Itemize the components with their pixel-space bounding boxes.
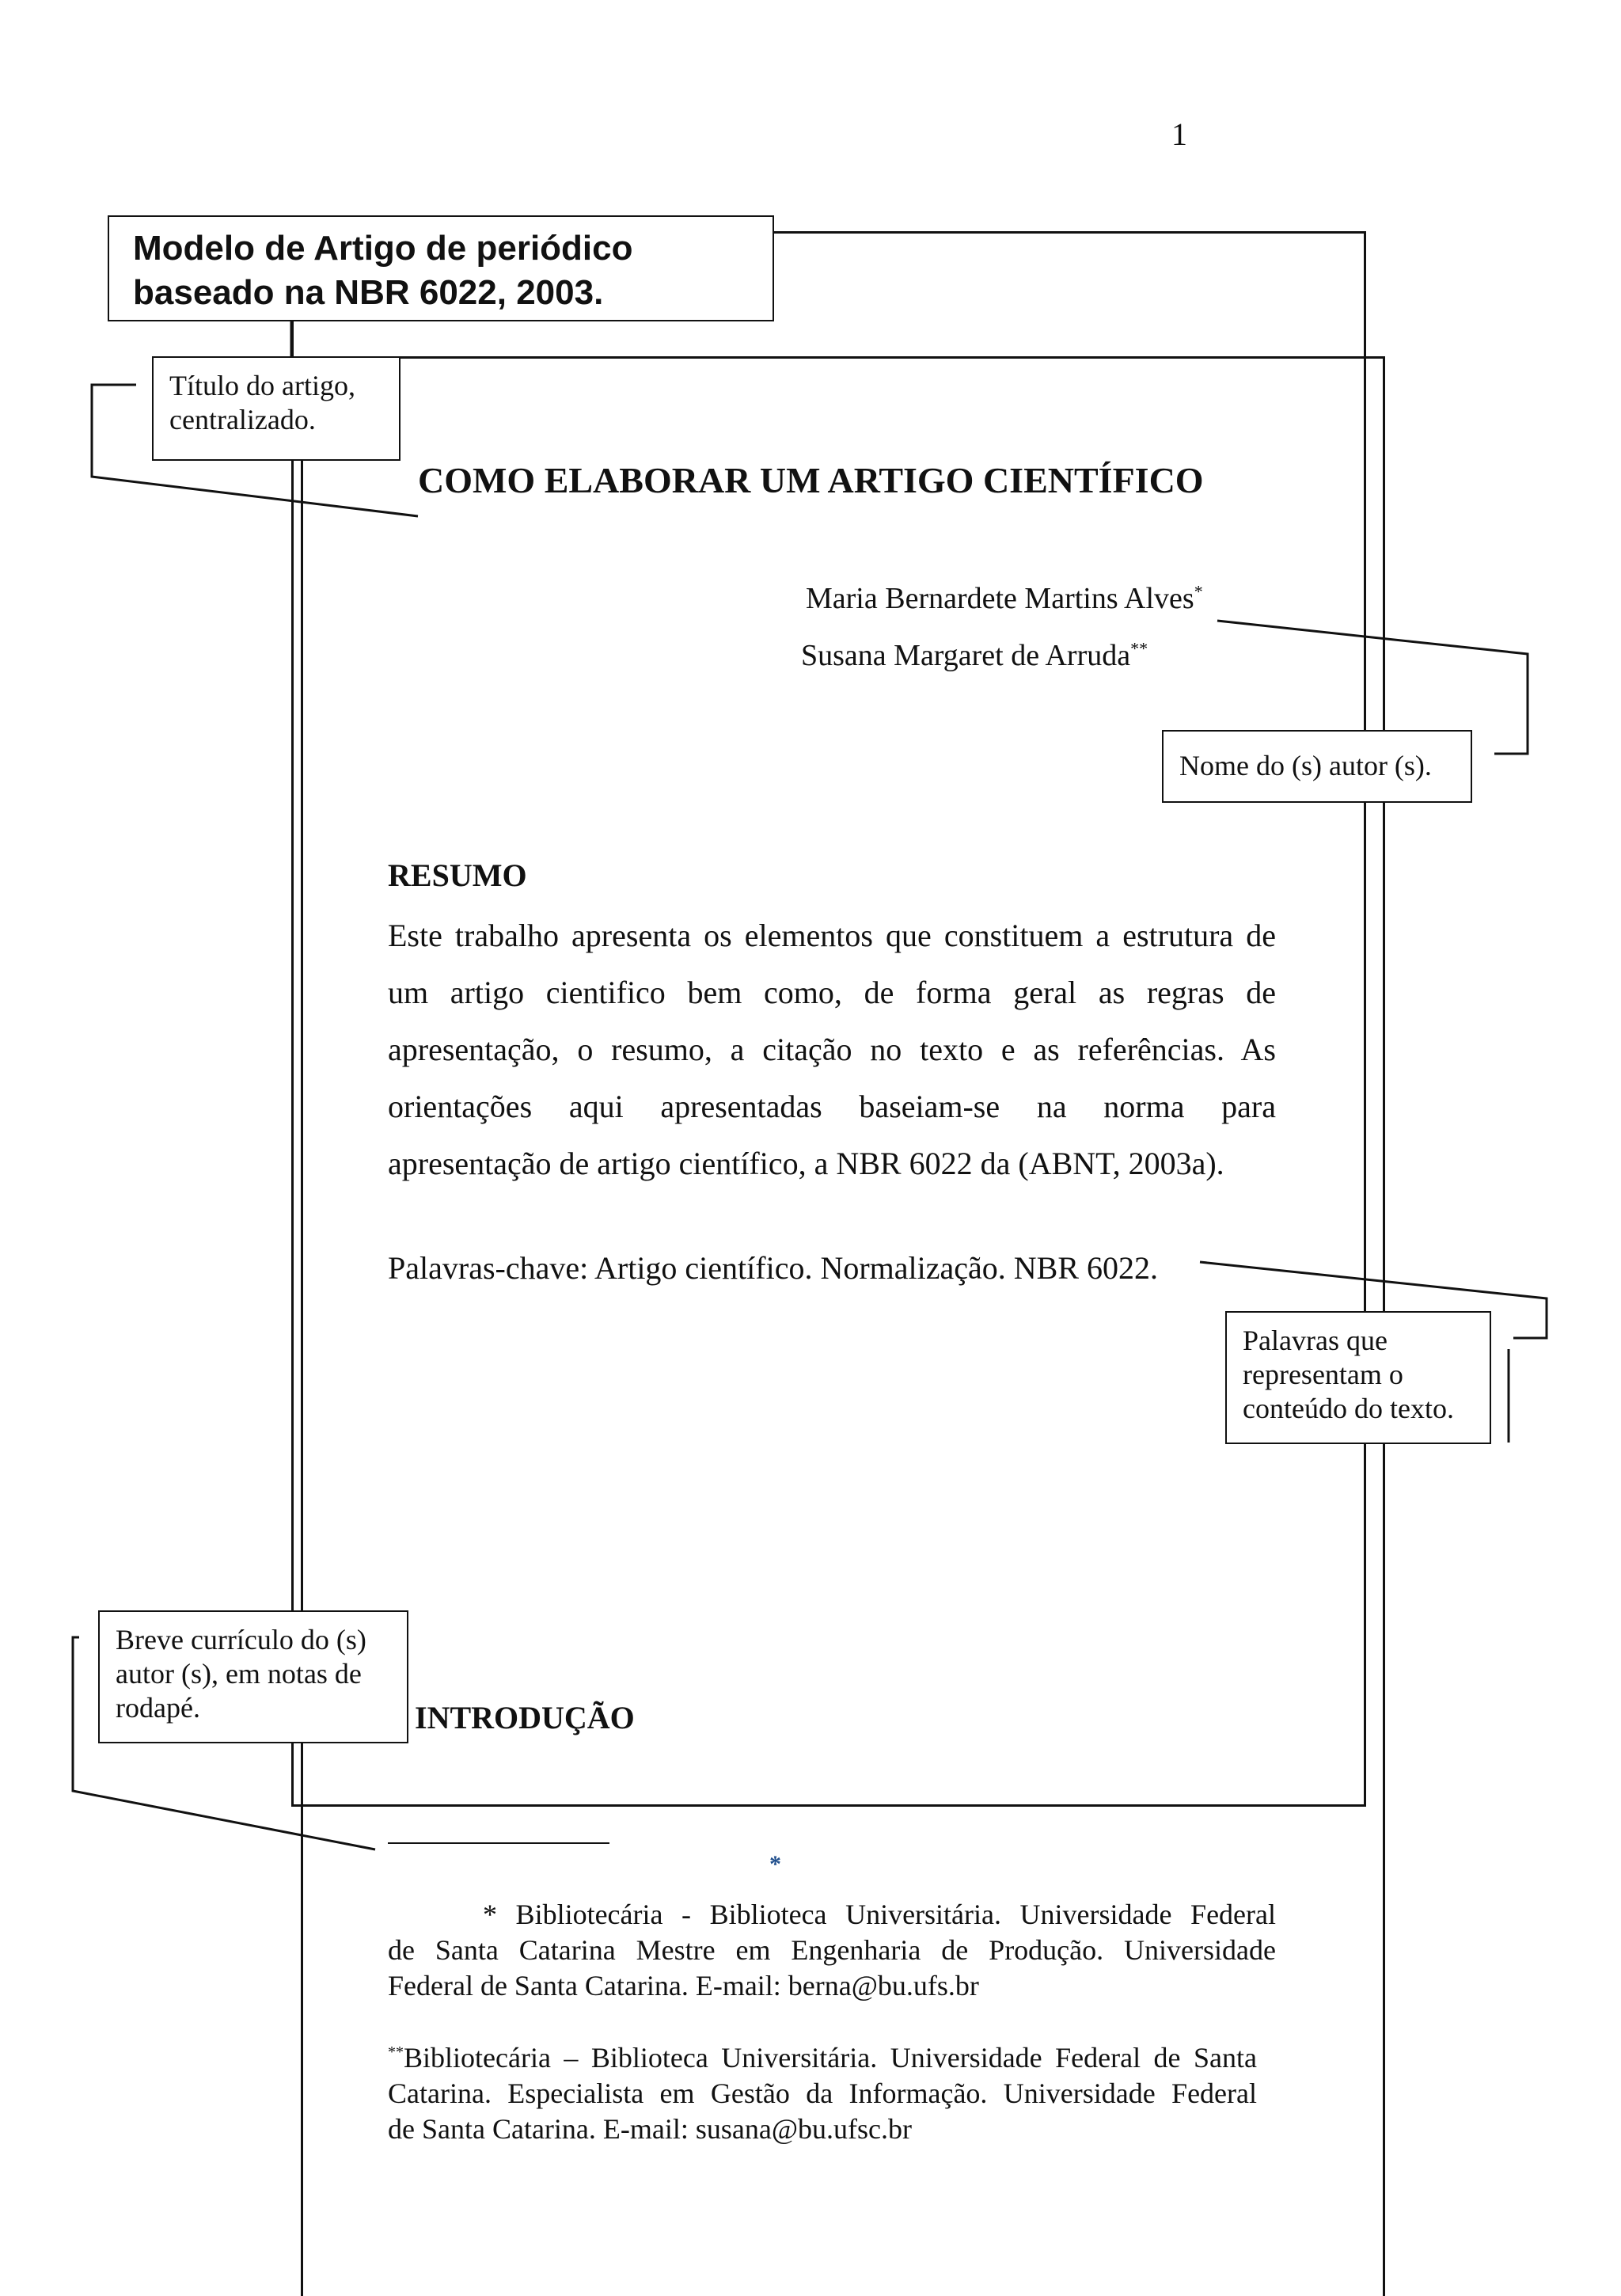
model-label-box [108,215,774,321]
keywords-callout-line1: Palavras que [1243,1325,1388,1356]
author-1-mark: * [1194,581,1203,602]
abstract-heading: RESUMO [388,857,527,893]
author-1 [806,581,1203,616]
footnote-2-line [388,2035,1257,2076]
page-number: 1 [1171,116,1187,152]
abstract-body [388,907,1276,1192]
author-1-name: Maria Bernardete Martins Alves [806,582,1194,615]
bio-callout-line3: rodapé. [116,1692,200,1724]
author-2-mark: ** [1130,638,1148,659]
keywords-callout-line3: conteúdo do texto. [1243,1393,1454,1424]
author-2 [801,638,1148,673]
footnote-2-line: Catarina. Especialista em Gestão da Informação. Universidade Federal [388,2077,1257,2109]
footnote-2-mark: ** [388,2043,404,2061]
footnote-marker: * [769,1851,781,1877]
model-label-line2: baseado na NBR 6022, 2003. [133,273,604,312]
keywords-callout [1225,1311,1491,1444]
footnote-1-line: de Santa Catarina Mestre em Engenharia de Produção. Universidade [388,1934,1276,1966]
footnote-2 [388,2035,1257,2147]
footnote-1-line: * Bibliotecária - Biblioteca Universitária. Universidade Federal [483,1899,1276,1930]
keywords: Palavras-chave: Artigo científico. Normalização. NBR 6022. [388,1250,1159,1286]
keywords-callout-line2: representam o [1243,1359,1403,1390]
author-callout [1162,730,1472,803]
article-title: COMO ELABORAR UM ARTIGO CIENTÍFICO [418,460,1204,500]
abstract-line: orientações aqui apresentadas baseiam-se na norma para [388,1089,1276,1124]
bio-callout [98,1610,408,1743]
author-callout-text: Nome do (s) autor (s). [1179,750,1432,781]
model-label-line1: Modelo de Artigo de periódico [133,229,633,268]
abstract-line: apresentação, o resumo, a citação no texto e as referências. As [388,1032,1276,1067]
footnote-2-line: de Santa Catarina. E-mail: susana@bu.ufsc.br [388,2113,912,2145]
abstract-line: um artigo cientifico bem como, de forma geral as regras de [388,975,1276,1010]
bio-callout-line1: Breve currículo do (s) [116,1624,366,1655]
abstract-line: apresentação de artigo científico, a NBR 6022 da (ABNT, 2003a). [388,1146,1224,1181]
abstract-line: Este trabalho apresenta os elementos que constituem a estrutura de [388,918,1276,953]
footnote-2-line-text: Bibliotecária – Biblioteca Universitária. Universidade Federal de Santa [404,2042,1257,2074]
introduction-heading: INTRODUÇÃO [415,1700,635,1735]
author-2-name: Susana Margaret de Arruda [801,639,1131,672]
bio-callout-line2: autor (s), em notas de [116,1658,362,1690]
footnote-1 [388,1897,1276,2004]
title-callout-line1: Título do artigo, [169,370,355,401]
title-callout-line2: centralizado. [169,404,316,435]
title-callout [152,356,401,461]
footnote-1-line: Federal de Santa Catarina. E-mail: berna@bu.ufs.br [388,1970,979,2001]
